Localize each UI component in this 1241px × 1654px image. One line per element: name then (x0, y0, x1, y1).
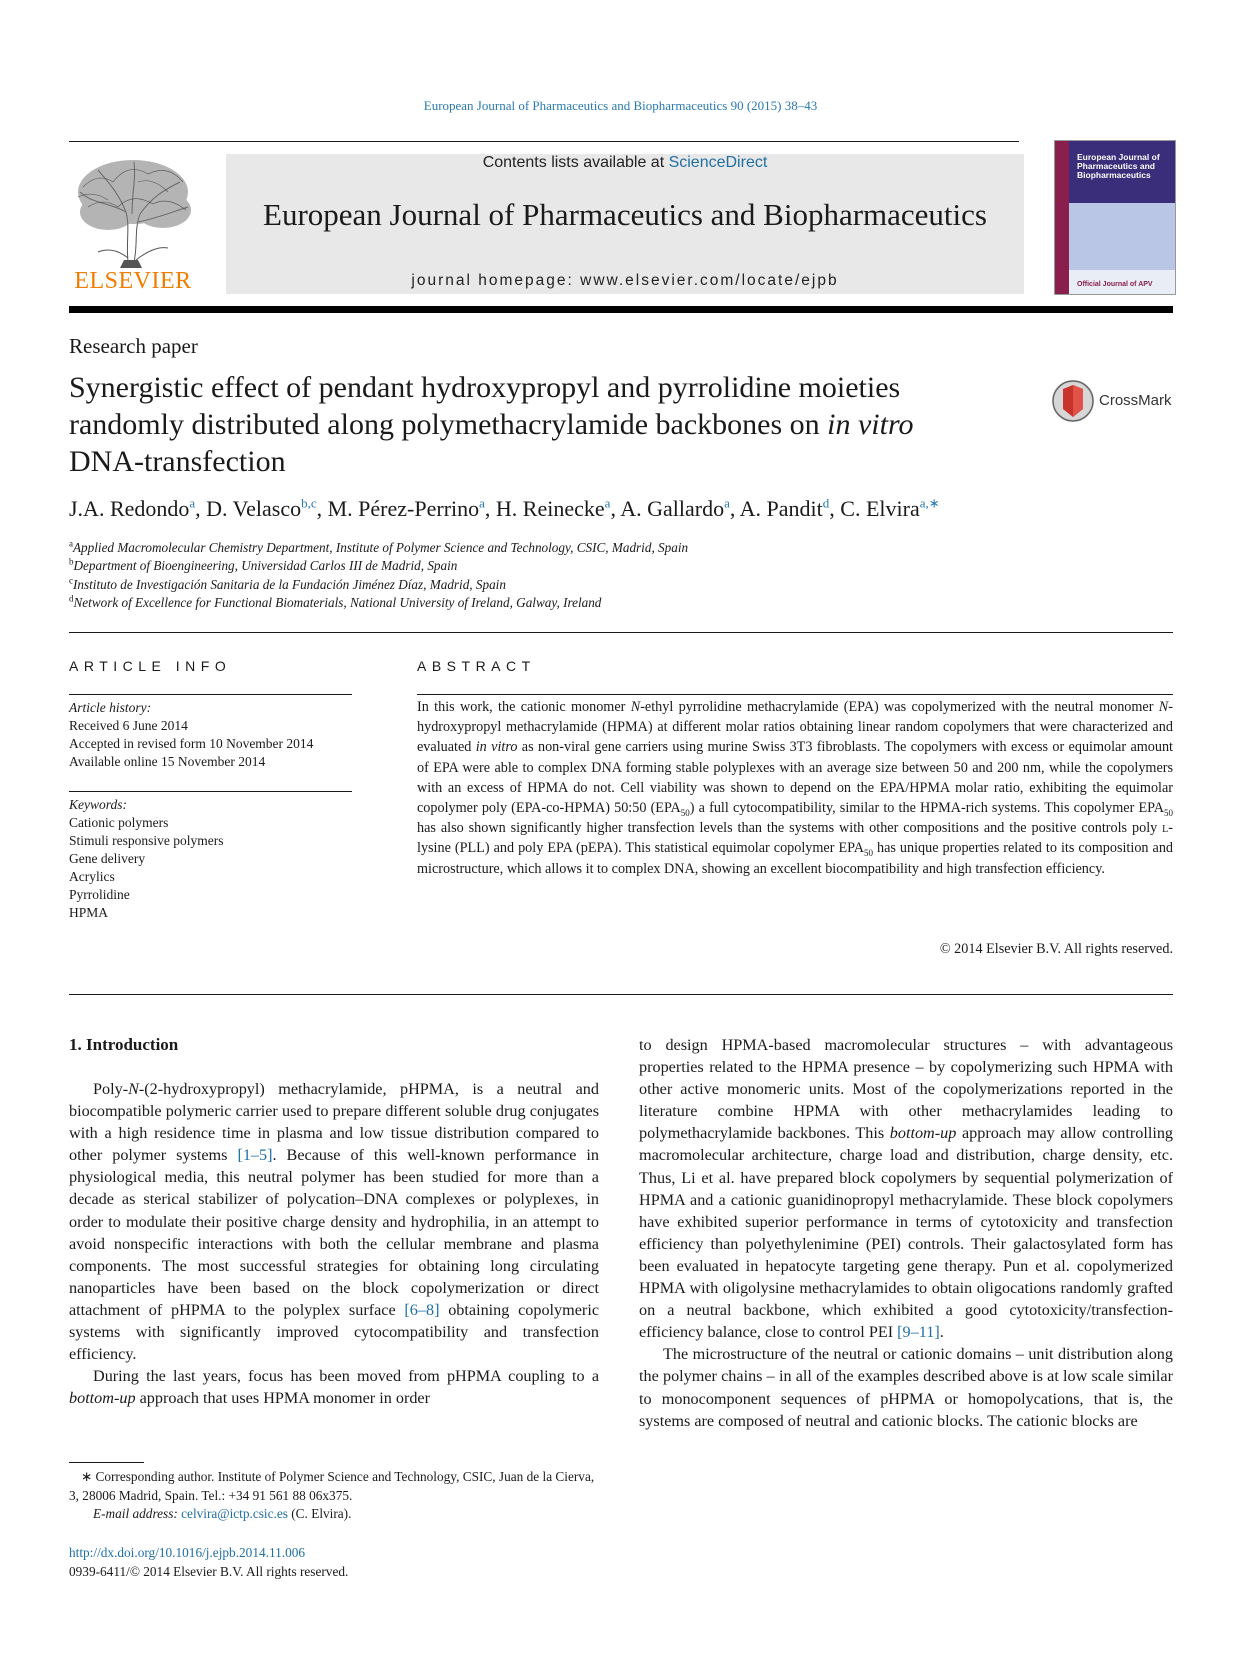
citation-link[interactable]: [9–11] (897, 1323, 940, 1342)
cover-title: European Journal of Pharmaceutics and Biopharmaceutics (1077, 152, 1160, 180)
author[interactable]: A. Pandit (739, 496, 823, 521)
keyword: Gene delivery (69, 851, 146, 866)
keyword: Acrylics (69, 869, 115, 884)
abstract-copyright: © 2014 Elsevier B.V. All rights reserved. (939, 941, 1173, 957)
article-history: Article history: Received 6 June 2014 Accepted in revised form 10 November 2014 Available online 15 November 2014 (69, 700, 314, 769)
author[interactable]: C. Elvira (840, 496, 920, 521)
keywords-rule (69, 791, 352, 792)
paragraph: Poly-N-(2-hydroxypropyl) methacrylamide, pHPMA, is a neutral and biocompatible polymeric carrier used to prepare different soluble drug conjugates with a high residence time in plasma and low tissue distribution compared to other polymer systems [1–5]. Because of this well-known performance in physiological media, this neutral polymer has been studied for more than a decade as sterical stabilizer of polycation–DNA complexes or polyplexes, in order to modulate their positive charge density and hydrophilia, in an attempt to avoid nonspecific interactions with both the cellular membrane and plasma components. The most successful strategies for obtaining long circulating nanoparticles have been based on the block copolymerization or direct attachment of pHPMA to the polyplex surface [6–8] obtaining copolymeric systems with significantly improved cytocompatibility and transfection efficiency. (69, 1080, 599, 1364)
journal-citation-link[interactable]: European Journal of Pharmaceutics and Biopharmaceutics 90 (2015) 38–43 (423, 98, 818, 113)
introduction-heading: 1. Introduction (69, 1035, 179, 1054)
affiliation: $^b$Department of Bioengineering, Universidad Carlos III de Madrid, Spain (69, 557, 458, 574)
affiliation: $^a$Applied Macromolecular Chemistry Department, Institute of Polymer Science and Technology, CSIC, Madrid, Spain (69, 538, 689, 555)
author[interactable]: A. Gallardo (620, 496, 725, 521)
keyword: Cationic polymers (69, 815, 169, 830)
affiliation: $^d$Network of Excellence for Functional Biomaterials, National University of Ireland, Galway, Ireland (69, 593, 602, 611)
article-type: Research paper (69, 334, 198, 358)
doi-link[interactable]: http://dx.doi.org/10.1016/j.ejpb.2014.11.006 (69, 1545, 306, 1560)
body-column-left (69, 1078, 599, 1409)
affiliation: $^c$Instituto de Investigación Sanitaria de la Fundación Jiménez Díaz, Madrid, Spain (69, 575, 506, 592)
paragraph: The microstructure of the neutral or cationic domains – unit distribution along the polymer chains – in all of the examples described above is at low scale similar to monocomponent sequences of pHPMA or homopolycations, that is, the systems are composed of neutral and cationic blocks. The cationic blocks are (639, 1345, 1173, 1430)
elsevier-wordmark: ELSEVIER (74, 268, 192, 294)
keyword: Pyrrolidine (69, 887, 130, 902)
abstract-rule (417, 694, 1173, 695)
citation-link[interactable]: [6–8] (404, 1300, 440, 1319)
author-list: J.A. Redondo$^a$, D. Velasco$^{b,c}$, M. Pérez-Perrino$^a$, H. Reinecke$^a$, A. Gallardo$^a$, A. Pandit$^d$, C. Elvira$^{a,∗}$ (69, 495, 940, 521)
journal-homepage: journal homepage: www.elsevier.com/locate/ejpb (411, 272, 839, 289)
sciencedirect-link[interactable]: ScienceDirect (668, 154, 768, 171)
affiliations-rule (69, 632, 1173, 633)
keyword: HPMA (69, 905, 109, 920)
header-top-rule (69, 141, 1019, 142)
header-thick-rule (69, 306, 1173, 313)
cover-footer: Official Journal of APV (1077, 281, 1153, 288)
email-link[interactable]: celvira@ictp.csic.es (181, 1506, 288, 1521)
citation-link[interactable]: [1–5] (237, 1146, 273, 1165)
abstract-heading: ABSTRACT (417, 658, 536, 674)
journal-name: European Journal of Pharmaceutics and Biopharmaceutics (263, 197, 987, 232)
author[interactable]: J.A. Redondo (69, 496, 190, 521)
paragraph: to design HPMA-based macromolecular structures – with advantageous properties related to the HPMA presence – by copolymerizing such HPMA with other active monomeric units. Most of the copolymerizations reported in the literature combine HPMA with other methacrylamides leading to polymethacrylamide backbones. This bottom-up approach may allow controlling macromolecular architecture, charge load and distribution, charge density, etc. Thus, Li et al. have prepared block copolymers by sequential polymerization of HPMA and a cationic guanidinopropyl methacrylamide. These block copolymers have exhibited superior performance in terms of cytotoxicity and transfection efficiency than polyethylenimine (PEI) controls. Their galactosylated form has been evaluated in hepatocyte targeting gene therapy. Pun et al. copolymerized HPMA with oligolysine methacrylamides to obtain oligocations randomly grafted on a neutral backbone, which exhibited a good cytotoxicity/transfection-efficiency balance, close to control PEI [9–11]. (639, 1036, 1174, 1342)
issn-line: 0939-6411/© 2014 Elsevier B.V. All rights reserved. (69, 1563, 349, 1579)
abstract-text: In this work, the cationic monomer N-ethyl pyrrolidine methacrylamide (EPA) was copolymerized with the neutral monomer N-hydroxypropyl methacrylamide (HPMA) at different molar ratios obtaining linear random copolymers that were characterized and evaluated in vitro as non-viral gene carriers using murine Swiss 3T3 fibroblasts. The copolymers with excess or equimolar amount of EPA were able to complex DNA forming stable polyplexes with an average size between 50 and 200 nm, while the copolymers with an excess of HPMA do not. Cell viability was shown to depend on the EPA/HPMA molar ratio, exhibiting the equimolar copolymer poly (EPA-co-HPMA) 50:50 $(EPA_{50})$ a full cytocompatibility, similar to the HPMA-rich systems. This copolymer $EPA_{50}$ has also shown significantly higher transfection levels than the systems with other compositions and the positive controls poly l-lysine (PLL) and poly EPA (pEPA). This statistical equimolar copolymer $EPA_{50}$ has unique properties related to its composition and microstructure, which allows it to complex DNA, showing an excellent biocompatibility and high transfection efficiency. (417, 699, 1174, 877)
keyword: Stimuli responsive polymers (69, 833, 224, 848)
footnote-rule (69, 1462, 144, 1463)
article-info-rule (69, 694, 352, 695)
crossmark-label[interactable]: CrossMark (1099, 392, 1172, 409)
article-info-heading: ARTICLE INFO (69, 658, 232, 674)
journal-cover-thumbnail (1054, 140, 1176, 295)
keywords: Keywords: Cationic polymers Stimuli responsive polymers Gene delivery Acrylics Pyrrolidine HPMA (69, 796, 359, 922)
article-title: Synergistic effect of pendant hydroxypropyl and pyrrolidine moieties randomly distributed along polymethacrylamide backbones on in vitro DNA-transfection (69, 371, 914, 478)
abstract-bottom-rule (69, 994, 1173, 995)
author[interactable]: M. Pérez-Perrino (327, 496, 480, 521)
author[interactable]: H. Reinecke (495, 496, 605, 521)
affiliations (69, 539, 1179, 613)
contents-line: Contents lists available at ScienceDirect (482, 154, 768, 171)
author[interactable]: D. Velasco (206, 496, 302, 521)
doi-block (69, 1544, 348, 1581)
paragraph: During the last years, focus has been moved from pHPMA coupling to a bottom-up approach that uses HPMA monomer in order (69, 1367, 599, 1408)
crossmark-icon[interactable] (1051, 379, 1095, 423)
homepage-link[interactable]: www.elsevier.com/locate/ejpb (580, 272, 839, 289)
body-column-right (639, 1034, 1173, 1432)
corresponding-author-footnote: ∗ Corresponding author. Institute of Polymer Science and Technology, CSIC, Juan de la Cierva, 3, 28006 Madrid, Spain. Tel.: +34 91 561 88 06x375. E-mail address: celvira@ictp.csic.es (C. Elvira). (69, 1469, 595, 1521)
